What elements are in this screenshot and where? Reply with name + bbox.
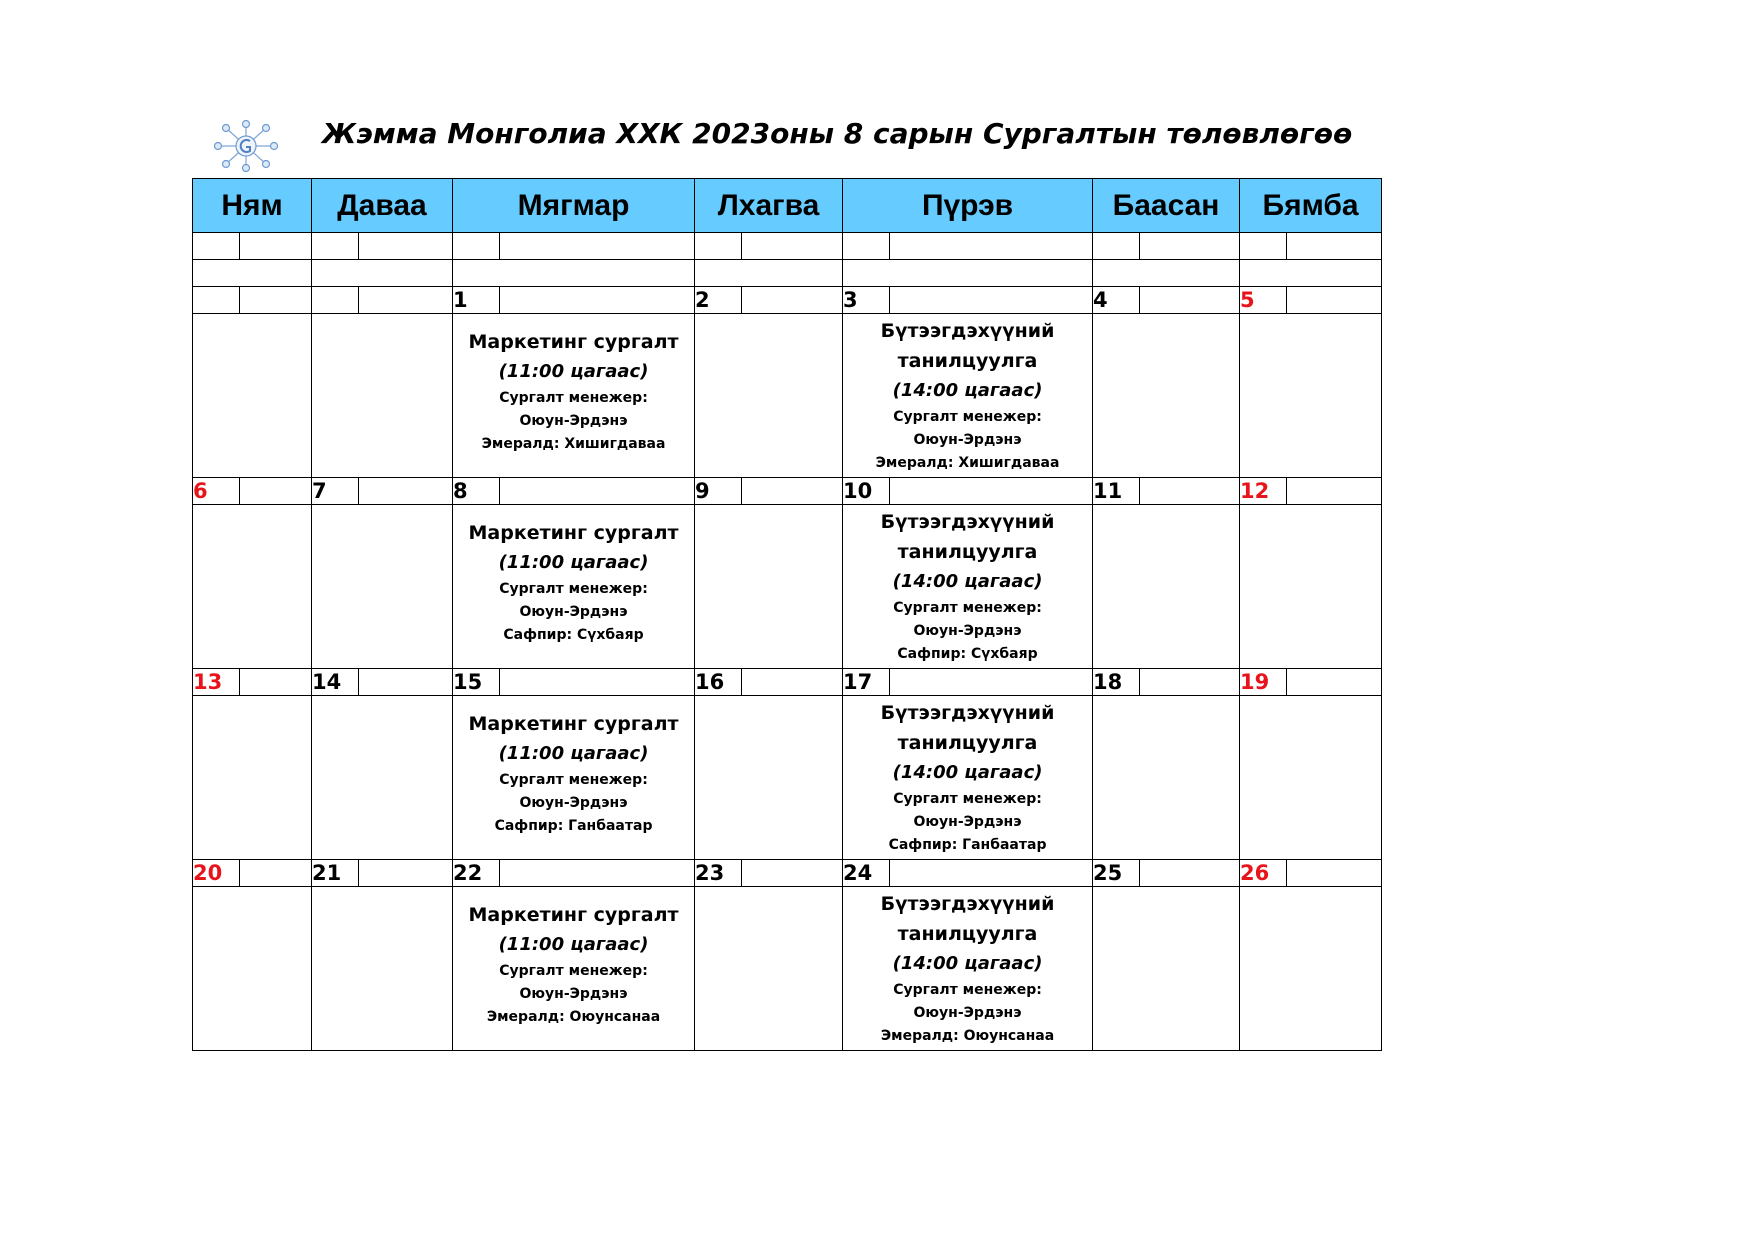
date-spacer-cell	[890, 287, 1093, 314]
blank-cell	[1240, 260, 1382, 287]
week-content-row	[193, 887, 1382, 1051]
training-event	[843, 507, 1092, 666]
date-spacer-cell	[742, 669, 843, 696]
event-manager: Оюун-Эрдэнэ	[913, 1005, 1022, 1021]
date-number-row	[193, 287, 1382, 314]
date-spacer-cell	[1287, 287, 1382, 314]
day-cell-wednesday	[695, 505, 843, 669]
date-spacer-cell	[742, 860, 843, 887]
event-title: Маркетинг сургалт	[468, 713, 679, 735]
blank-cell	[312, 260, 453, 287]
date-spacer-cell	[240, 287, 312, 314]
date-number-friday: 11	[1093, 478, 1140, 505]
date-number-saturday: 5	[1240, 287, 1287, 314]
date-number-sunday: 13	[193, 669, 240, 696]
event-time: (11:00 цагаас)	[498, 552, 649, 573]
event-manager-label: Сургалт менежер:	[499, 963, 648, 979]
header-sunday: Ням	[193, 179, 312, 233]
day-cell-monday	[312, 887, 453, 1051]
date-number-tuesday: 1	[453, 287, 500, 314]
blank-cell	[843, 233, 890, 260]
day-cell-thursday	[843, 887, 1093, 1051]
event-time: (11:00 цагаас)	[498, 934, 649, 955]
blank-cell	[453, 233, 500, 260]
date-number-monday: 14	[312, 669, 359, 696]
date-number-tuesday: 15	[453, 669, 500, 696]
blank-cell	[193, 233, 240, 260]
date-spacer-cell	[1140, 860, 1240, 887]
date-spacer-cell	[500, 669, 695, 696]
date-spacer-cell	[1287, 669, 1382, 696]
blank-cell	[890, 233, 1093, 260]
training-event	[453, 709, 694, 838]
blank-row	[193, 233, 1382, 260]
date-number-wednesday: 9	[695, 478, 742, 505]
date-spacer-cell	[500, 860, 695, 887]
day-cell-thursday	[843, 314, 1093, 478]
date-number-friday: 18	[1093, 669, 1140, 696]
event-manager-label: Сургалт менежер:	[499, 581, 648, 597]
event-manager: Оюун-Эрдэнэ	[913, 814, 1022, 830]
date-spacer-cell	[1140, 287, 1240, 314]
week-content-row	[193, 314, 1382, 478]
date-spacer-cell	[359, 478, 453, 505]
date-number-row	[193, 478, 1382, 505]
date-number-monday	[312, 287, 359, 314]
date-spacer-cell	[1140, 669, 1240, 696]
date-number-monday: 7	[312, 478, 359, 505]
date-number-sunday: 6	[193, 478, 240, 505]
date-spacer-cell	[890, 860, 1093, 887]
day-cell-saturday	[1240, 887, 1382, 1051]
event-title: Бүтээгдэхүүний танилцуулга	[880, 702, 1055, 754]
day-cell-wednesday	[695, 314, 843, 478]
training-event	[453, 900, 694, 1029]
event-manager-label: Сургалт менежер:	[893, 409, 1042, 425]
date-number-monday: 21	[312, 860, 359, 887]
date-spacer-cell	[1287, 860, 1382, 887]
date-number-friday: 4	[1093, 287, 1140, 314]
day-cell-friday	[1093, 505, 1240, 669]
event-title: Бүтээгдэхүүний танилцуулга	[880, 893, 1055, 945]
training-event	[843, 889, 1092, 1048]
day-cell-sunday	[193, 696, 312, 860]
date-spacer-cell	[500, 478, 695, 505]
event-manager: Оюун-Эрдэнэ	[519, 795, 628, 811]
event-title: Бүтээгдэхүүний танилцуулга	[880, 320, 1055, 372]
date-number-thursday: 24	[843, 860, 890, 887]
blank-cell	[193, 260, 312, 287]
training-event	[453, 327, 694, 456]
date-number-saturday: 19	[1240, 669, 1287, 696]
event-manager: Оюун-Эрдэнэ	[519, 604, 628, 620]
header-thursday: Пүрэв	[843, 179, 1093, 233]
week-content-row	[193, 505, 1382, 669]
blank-cell	[695, 233, 742, 260]
event-assignee: Сафпир: Сүхбаяр	[503, 627, 644, 643]
blank-cell	[453, 260, 695, 287]
day-cell-tuesday	[453, 696, 695, 860]
event-assignee: Сафпир: Ганбаатар	[888, 837, 1047, 853]
date-number-wednesday: 2	[695, 287, 742, 314]
blank-row	[193, 260, 1382, 287]
event-manager: Оюун-Эрдэнэ	[913, 432, 1022, 448]
day-cell-saturday	[1240, 314, 1382, 478]
date-spacer-cell	[359, 669, 453, 696]
blank-cell	[500, 233, 695, 260]
blank-cell	[1093, 233, 1140, 260]
blank-cell	[359, 233, 453, 260]
calendar-table	[192, 178, 1382, 1051]
date-spacer-cell	[240, 669, 312, 696]
blank-cell	[1093, 260, 1240, 287]
date-spacer-cell	[500, 287, 695, 314]
blank-cell	[695, 260, 843, 287]
day-cell-sunday	[193, 314, 312, 478]
date-spacer-cell	[240, 478, 312, 505]
date-number-wednesday: 23	[695, 860, 742, 887]
event-manager-label: Сургалт менежер:	[893, 600, 1042, 616]
date-spacer-cell	[1140, 478, 1240, 505]
event-manager-label: Сургалт менежер:	[499, 772, 648, 788]
event-time: (14:00 цагаас)	[892, 571, 1043, 592]
event-manager-label: Сургалт менежер:	[499, 390, 648, 406]
blank-cell	[240, 233, 312, 260]
event-title: Бүтээгдэхүүний танилцуулга	[880, 511, 1055, 563]
training-event	[843, 316, 1092, 475]
day-cell-friday	[1093, 314, 1240, 478]
date-spacer-cell	[359, 860, 453, 887]
event-time: (14:00 цагаас)	[892, 762, 1043, 783]
date-number-saturday: 12	[1240, 478, 1287, 505]
event-assignee: Эмералд: Оюунсанаа	[486, 1009, 661, 1025]
week-content-row	[193, 696, 1382, 860]
training-event	[843, 698, 1092, 857]
event-title: Маркетинг сургалт	[468, 904, 679, 926]
day-cell-wednesday	[695, 696, 843, 860]
day-cell-thursday	[843, 505, 1093, 669]
page-title: Жэмма Монголиа ХХК 2023оны 8 сарын Сургалтын төлөвлөгөө	[322, 117, 1353, 150]
event-manager-label: Сургалт менежер:	[893, 982, 1042, 998]
date-spacer-cell	[890, 478, 1093, 505]
date-number-sunday: 20	[193, 860, 240, 887]
header-saturday: Бямба	[1240, 179, 1382, 233]
event-title: Маркетинг сургалт	[468, 522, 679, 544]
date-number-row	[193, 669, 1382, 696]
header-wednesday: Лхагва	[695, 179, 843, 233]
event-assignee: Сафпир: Сүхбаяр	[897, 646, 1038, 662]
date-number-thursday: 17	[843, 669, 890, 696]
blank-cell	[1140, 233, 1240, 260]
day-cell-monday	[312, 314, 453, 478]
day-cell-tuesday	[453, 887, 695, 1051]
date-number-thursday: 3	[843, 287, 890, 314]
event-manager: Оюун-Эрдэнэ	[519, 413, 628, 429]
event-manager: Оюун-Эрдэнэ	[913, 623, 1022, 639]
day-cell-friday	[1093, 887, 1240, 1051]
date-number-row	[193, 860, 1382, 887]
day-cell-sunday	[193, 505, 312, 669]
event-title: Маркетинг сургалт	[468, 331, 679, 353]
molecule-network-logo-icon	[214, 120, 278, 172]
date-spacer-cell	[359, 287, 453, 314]
date-number-tuesday: 8	[453, 478, 500, 505]
blank-cell	[312, 233, 359, 260]
day-cell-tuesday	[453, 505, 695, 669]
event-assignee: Эмералд: Оюунсанаа	[880, 1028, 1055, 1044]
weekday-header-row	[193, 179, 1382, 233]
event-time: (14:00 цагаас)	[892, 380, 1043, 401]
header-monday: Даваа	[312, 179, 453, 233]
blank-cell	[742, 233, 843, 260]
day-cell-wednesday	[695, 887, 843, 1051]
day-cell-monday	[312, 696, 453, 860]
date-number-sunday	[193, 287, 240, 314]
blank-cell	[1240, 233, 1287, 260]
event-assignee: Эмералд: Хишигдаваа	[481, 436, 666, 452]
event-manager: Оюун-Эрдэнэ	[519, 986, 628, 1002]
header-tuesday: Мягмар	[453, 179, 695, 233]
blank-cell	[1287, 233, 1382, 260]
day-cell-thursday	[843, 696, 1093, 860]
training-event	[453, 518, 694, 647]
date-number-saturday: 26	[1240, 860, 1287, 887]
date-spacer-cell	[240, 860, 312, 887]
header-friday: Баасан	[1093, 179, 1240, 233]
date-number-friday: 25	[1093, 860, 1140, 887]
day-cell-friday	[1093, 696, 1240, 860]
date-spacer-cell	[1287, 478, 1382, 505]
event-time: (11:00 цагаас)	[498, 361, 649, 382]
date-spacer-cell	[742, 287, 843, 314]
event-time: (11:00 цагаас)	[498, 743, 649, 764]
day-cell-saturday	[1240, 505, 1382, 669]
date-number-wednesday: 16	[695, 669, 742, 696]
day-cell-sunday	[193, 887, 312, 1051]
blank-cell	[843, 260, 1093, 287]
date-spacer-cell	[890, 669, 1093, 696]
date-spacer-cell	[742, 478, 843, 505]
day-cell-saturday	[1240, 696, 1382, 860]
day-cell-monday	[312, 505, 453, 669]
event-assignee: Эмералд: Хишигдаваа	[875, 455, 1060, 471]
event-manager-label: Сургалт менежер:	[893, 791, 1042, 807]
event-time: (14:00 цагаас)	[892, 953, 1043, 974]
date-number-tuesday: 22	[453, 860, 500, 887]
date-number-thursday: 10	[843, 478, 890, 505]
event-assignee: Сафпир: Ганбаатар	[494, 818, 653, 834]
day-cell-tuesday	[453, 314, 695, 478]
